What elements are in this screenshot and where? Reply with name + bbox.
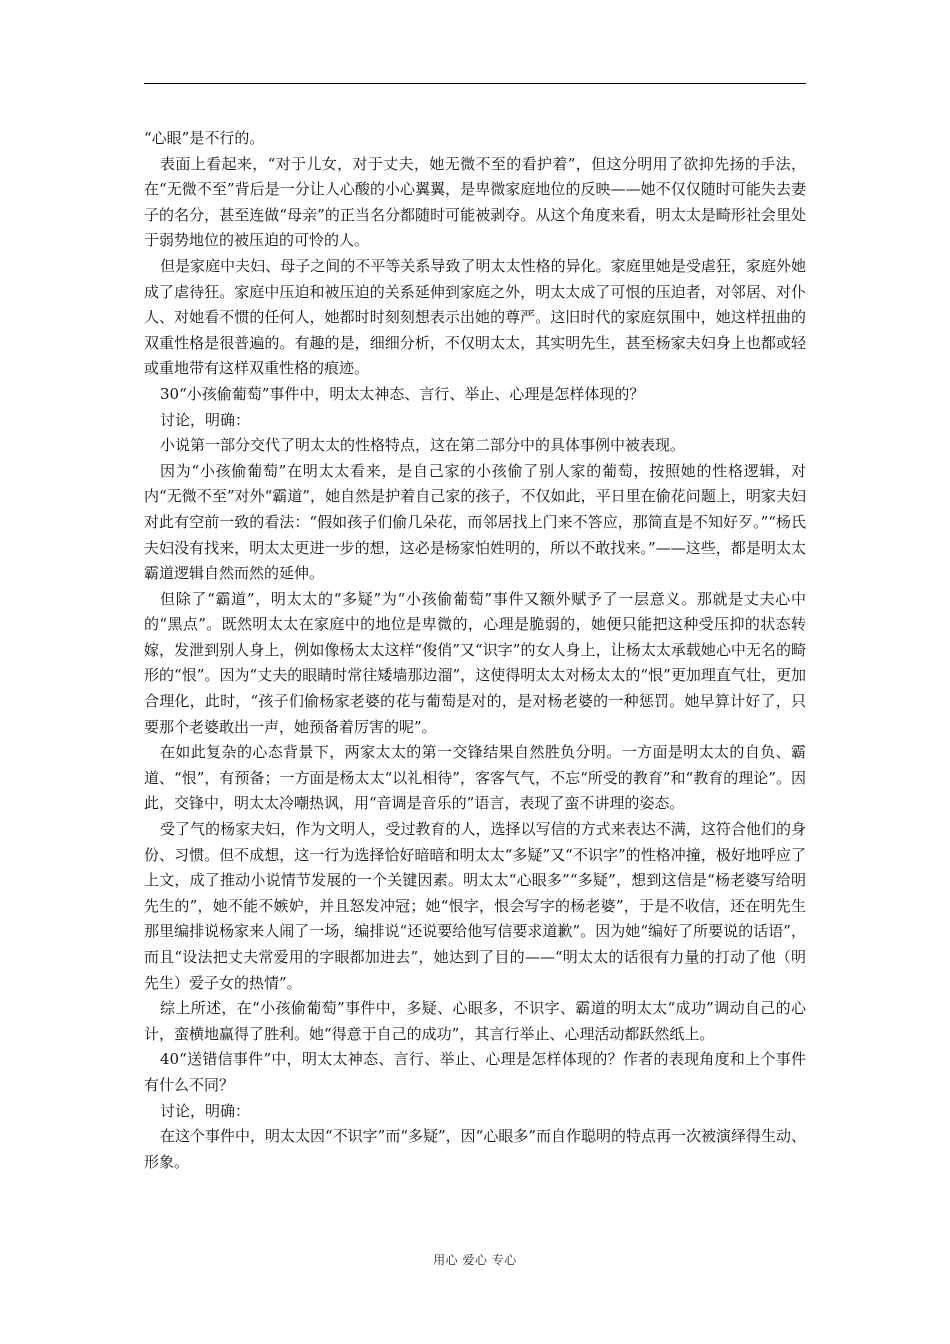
document-body [144, 126, 806, 1175]
discussion-label: 讨论，明确： [160, 1101, 251, 1120]
question-30: 30“小孩偷葡萄”事件中，明太太神态、言行、举止、心理是怎样体现的？ [160, 384, 645, 403]
paragraph: 综上所述，在“小孩偷葡萄”事件中，多疑、心眼多，不识字、霸道的明太太“成功”调动自己的心计，蛮横地赢得了胜利。她“得意于自己的成功”，其言行举止、心理活动都跃然纸上。 [144, 999, 806, 1043]
paragraph: 但是家庭中夫妇、母子之间的不平等关系导致了明太太性格的异化。家庭里她是受虐狂，家庭外她成了虐待狂。家庭中压迫和被压迫的关系延伸到家庭之外，明太太成了可恨的压迫者，对邻居、对仆人、对她看不惯的任何人，她都时时刻刻想表示出她的尊严。这旧时代的家庭氛围中，她这样扭曲的双重性格是很普遍的。有趣的是，细细分析，不仅明太太，其实明先生，甚至杨家夫妇身上也都或轻或重地带有这样双重性格的痕迹。 [144, 256, 806, 378]
paragraph: 在这个事件中，明太太因“不识字”而“多疑”，因“心眼多”而自作聪明的特点再一次被演绎得生动、形象。 [144, 1127, 807, 1171]
paragraph: 表面上看起来，“对于儿女，对于丈夫，她无微不至的看护着”，但这分明用了欲抑先扬的手法，在“无微不至”背后是一分让人心酸的小心翼翼，是卑微家庭地位的反映——她不仅仅随时可能失去妻子的名分，甚至连做“母亲”的正当名分都随时可能被剥夺。从这个角度来看，明太太是畸形社会里处于弱势地位的被压迫的可怜的人。 [144, 154, 806, 250]
paragraph: 在如此复杂的心态背景下，两家太太的第一交锋结果自然胜负分明。一方面是明太太的自负、霸道、“恨”，有预备；一方面是杨太太“以礼相待”，客客气气，不忘“所受的教育”和“教育的理论”。因此，交锋中，明太太冷嘲热讽，用“音调是音乐的”语言，表现了蛮不讲理的姿态。 [144, 743, 806, 813]
discussion-label: 讨论，明确： [160, 410, 251, 429]
header-rule [144, 83, 806, 84]
paragraph: “心眼”是不行的。 [144, 129, 265, 147]
page-footer: 用心 爱心 专心 [433, 1253, 517, 1267]
paragraph: 因为“小孩偷葡萄”在明太太看来，是自己家的小孩偷了别人家的葡萄，按照她的性格逻辑，对内“无微不至”对外“霸道”，她自然是护着自己家的孩子，不仅如此，平日里在偷花问题上，明家夫妇对此有空前一致的看法：“假如孩子们偷几朵花，而邻居找上门来不答应，那简直是不知好歹。”“杨氏夫妇没有找来，明太太更进一步的想，这必是杨家怕姓明的，所以不敢找来。”——这些，都是明太太霸道逻辑自然而然的延伸。 [144, 461, 806, 583]
paragraph: 但除了“霸道”，明太太的“多疑”为“小孩偷葡萄”事件又额外赋予了一层意义。那就是丈夫心中的“黑点”。既然明太太在家庭中的地位是卑微的，心理是脆弱的，她便只能把这种受压抑的状态转嫁，发泄到别人身上，例如像杨太太这样“俊俏”又“识字”的女人身上，让杨太太承载她心中无名的畸形的“恨”。因为“丈夫的眼睛时常往矮墙那边溜”，这使得明太太对杨太太的“恨”更加理直气壮，更加合理化，此时，“孩子们偷杨家老婆的花与葡萄是对的，是对杨老婆的一种惩罚。她早算计好了，只要那个老婆敢出一声，她预备着厉害的呢”。 [144, 589, 806, 736]
paragraph: 小说第一部分交代了明太太的性格特点，这在第二部分中的具体事例中被表现。 [160, 436, 686, 455]
question-40: 40“送错信事件”中，明太太神态、言行、举止、心理是怎样体现的？作者的表现角度和上个事件有什么不同？ [144, 1050, 806, 1094]
paragraph: 受了气的杨家夫妇，作为文明人，受过教育的人，选择以写信的方式来表达不满，这符合他们的身份、习惯。但不成想，这一行为选择恰好暗暗和明太太“多疑”又“不识字”的性格冲撞，极好地呼应了上文，成了推动小说情节发展的一个关键因素。明太太“心眼多”“多疑”，想到这信是“杨老婆写给明先生的”，她不能不嫉妒，并且怒发冲冠；她“恨字，恨会写字的杨老婆”，于是不收信，还在明先生那里编排说杨家来人闹了一场，编排说“还说要给他写信要求道歉”。因为她“编好了所要说的话语”，而且“设法把丈夫常爱用的字眼都加进去”，她达到了目的——“明太太的话很有力量的打动了他（明先生）爱子女的热情”。 [144, 820, 806, 992]
